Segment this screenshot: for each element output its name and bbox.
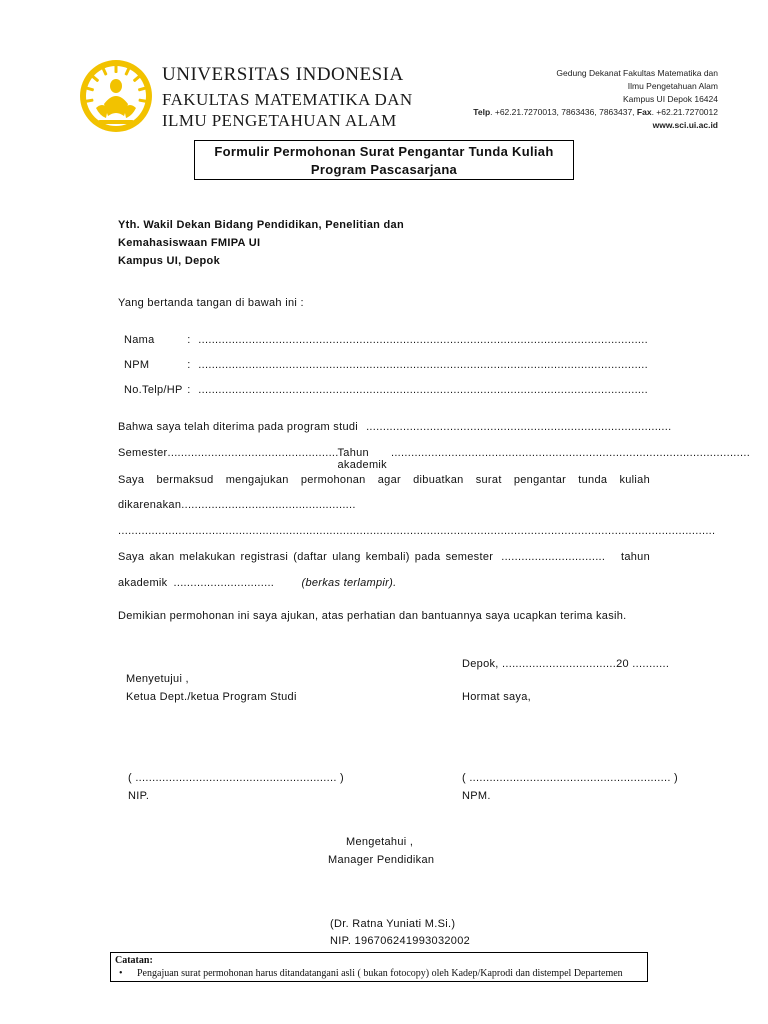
tahun-dots[interactable]: ........................................................................................................... [390, 447, 751, 459]
reason-label: dikarenakan [118, 499, 182, 511]
registration-line [118, 551, 650, 577]
university-name: UNIVERSITAS INDONESIA [162, 64, 404, 85]
hormat-label: Hormat saya, [462, 691, 532, 703]
field-label: Nama [124, 334, 155, 346]
fax-label: Fax [636, 107, 652, 117]
addressee-line1: Yth. Wakil Dekan Bidang Pendidikan, Penelitian dan [118, 219, 404, 231]
semester-line [118, 447, 751, 473]
field-row-telp [124, 384, 648, 409]
field-colon: : [187, 384, 191, 396]
faculty-address [473, 67, 718, 132]
contact-line [473, 106, 718, 119]
date-line[interactable]: Depok, ..................................20 ........... [462, 658, 670, 670]
approver-title: Ketua Dept./ketua Program Studi [126, 691, 297, 703]
field-row-nama [124, 334, 648, 359]
note-box [110, 952, 648, 982]
telp-label: Telp [473, 107, 491, 117]
addressee-line3: Kampus UI, Depok [118, 255, 220, 267]
registration-text: Saya akan melakukan registrasi (daftar ulang kembali) pada semester [118, 551, 494, 563]
closing-text: Demikian permohonan ini saya ajukan, atas perhatian dan bantuannya saya ucapkan terima kasih. [118, 610, 627, 622]
faculty-name-line1: FAKULTAS MATEMATIKA DAN [162, 90, 413, 109]
note-item-text: Pengajuan surat permohonan harus ditandatangani asli ( bukan fotocopy) oleh Kadep/Kaprodi dan distempel Departemen [137, 968, 623, 979]
reason-line [118, 499, 650, 525]
registration-tahun: tahun [620, 551, 650, 563]
address-line3: Kampus UI Depok 16424 [623, 94, 718, 104]
approver-nip-label: NIP. [128, 790, 150, 802]
program-line [118, 421, 672, 447]
registration-semester-dots[interactable]: ............................... [501, 551, 606, 563]
tahun-label: Tahun akademik [337, 447, 387, 471]
manager-title: Manager Pendidikan [328, 854, 435, 866]
website: www.sci.ui.ac.id [652, 120, 718, 130]
addressee-block [118, 216, 404, 270]
note-item [115, 967, 643, 980]
manager-nip: NIP. 196706241993032002 [330, 935, 471, 947]
faculty-name-line2: ILMU PENGETAHUAN ALAM [162, 111, 397, 130]
semester-dots[interactable]: ................................................... [167, 447, 339, 459]
attachment-note: (berkas terlampir). [301, 577, 397, 589]
university-logo [78, 58, 154, 134]
request-line: Saya bermaksud mengajukan permohonan agar dibuatkan surat pengantar tunda kuliah [118, 474, 650, 486]
form-title-line1: Formulir Permohonan Surat Pengantar Tunda Kuliah [214, 144, 554, 159]
akademik-label: akademik [118, 577, 168, 589]
note-title: Catatan: [115, 955, 153, 966]
field-dots[interactable]: ...................................................................................................................................... [198, 384, 648, 396]
manager-name: (Dr. Ratna Yuniati M.Si.) [330, 918, 456, 930]
form-title-box [194, 140, 574, 180]
akademik-dots[interactable]: .............................. [173, 577, 275, 589]
address-line2: Ilmu Pengetahuan Alam [627, 81, 718, 91]
applicant-signature-line[interactable]: ( ............................................................ ) [462, 772, 679, 784]
approver-signature-line[interactable]: ( ............................................................ ) [128, 772, 345, 784]
applicant-npm-label: NPM. [462, 790, 491, 802]
reason-dots[interactable]: .................................................... [181, 499, 356, 511]
akademik-line [118, 577, 650, 603]
intro-text: Yang bertanda tangan di bawah ini : [118, 297, 304, 309]
field-dots[interactable]: ...................................................................................................................................... [198, 359, 648, 371]
telp-value: . +62.21.7270013, 7863436, 7863437, [490, 107, 635, 117]
field-dots[interactable]: ...................................................................................................................................... [198, 334, 648, 346]
program-dots[interactable]: ........................................................................................... [366, 421, 672, 433]
form-title-line2: Program Pascasarjana [310, 162, 458, 177]
address-line1: Gedung Dekanat Fakultas Matematika dan [556, 68, 718, 78]
program-text: Bahwa saya telah diterima pada program studi [118, 421, 359, 433]
identity-fields [124, 334, 648, 409]
addressee-line2: Kemahasiswaan FMIPA UI [118, 237, 261, 249]
body-text [118, 421, 751, 603]
field-label: NPM [124, 359, 150, 371]
bullet-icon: • [119, 968, 123, 979]
approve-label: Menyetujui , [126, 673, 189, 685]
fax-value: . +62.21.7270012 [651, 107, 718, 117]
reason-line2[interactable]: .................................................................................................................................................................................. [118, 525, 716, 537]
field-colon: : [187, 334, 191, 346]
acknowledge-label: Mengetahui , [346, 836, 414, 848]
field-label: No.Telp/HP [124, 384, 183, 396]
semester-label: Semester [118, 447, 168, 459]
field-colon: : [187, 359, 191, 371]
field-row-npm [124, 359, 648, 384]
